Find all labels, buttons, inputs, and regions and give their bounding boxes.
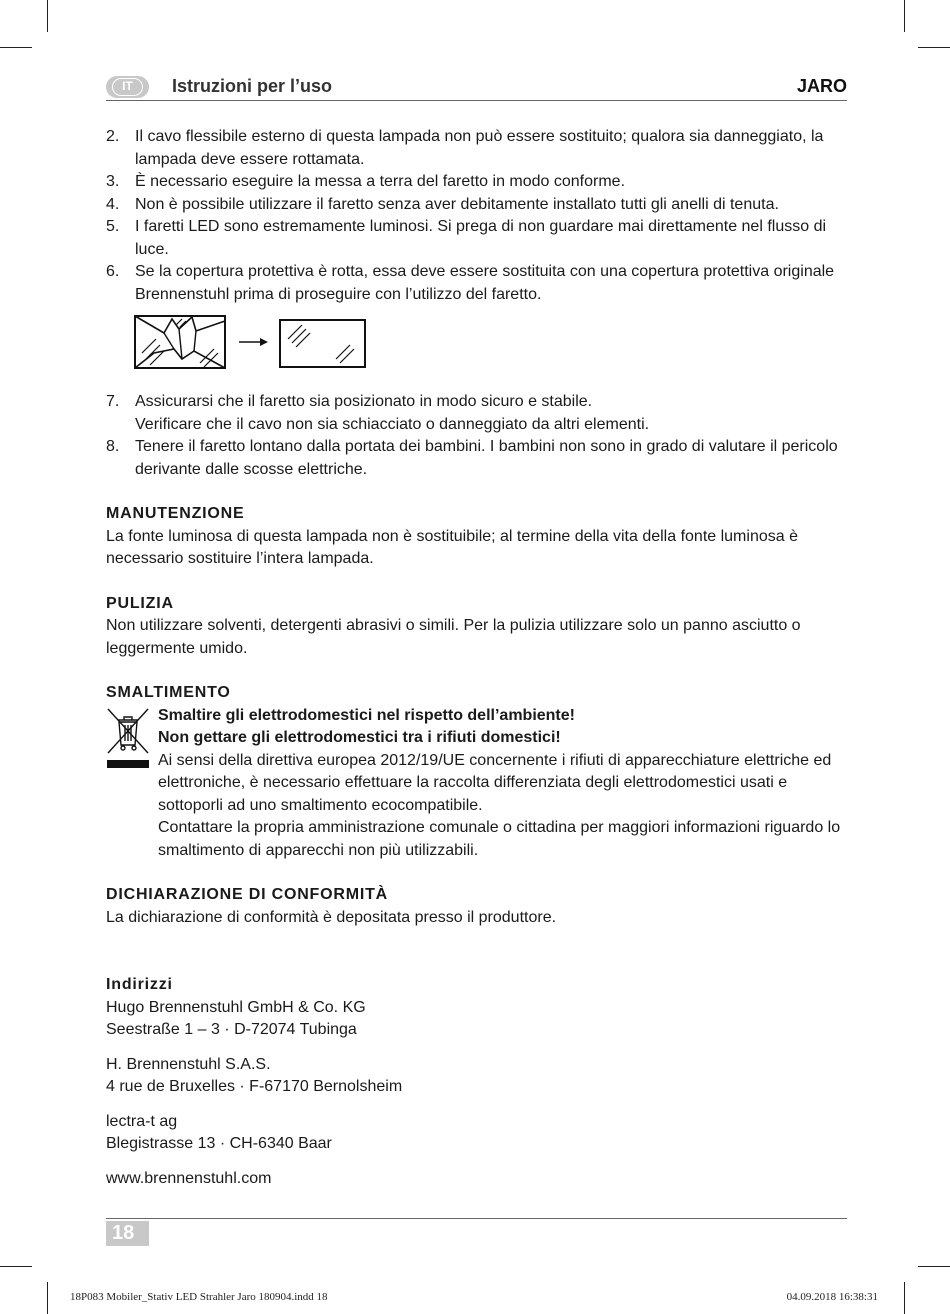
list-item [106, 391, 847, 436]
safety-list-continued [106, 391, 847, 481]
addresses-heading: Indirizzi [106, 976, 173, 993]
safety-list [106, 126, 847, 306]
glass-replacement-illustration [134, 315, 370, 373]
header-title: Istruzioni per l’uso [172, 76, 333, 96]
disposal-warning-2: Non gettare gli elettrodomestici tra i rifiuti domestici! [158, 729, 561, 746]
list-text: Tenere il faretto lontano dalla portata dei bambini. I bambini non sono in grado di valutare il pericolo derivante dalle scosse elettriche. [135, 438, 838, 478]
list-text: È necessario eseguire la messa a terra del faretto in modo conforme. [135, 173, 626, 190]
address-line: H. Brennenstuhl S.A.S. [106, 1055, 271, 1073]
crop-mark [0, 1266, 32, 1267]
page-content [106, 126, 847, 1190]
list-item [106, 194, 847, 217]
crop-mark [904, 0, 905, 32]
crop-mark [47, 1282, 48, 1314]
list-number: 3. [106, 173, 120, 190]
list-text: Non è possibile utilizzare il faretto senza aver debitamente installato tutti gli anelli di tenuta. [135, 195, 779, 213]
list-text: I faretti LED sono estremamente luminosi. Si prega di non guardare mai direttamente nel flusso di luce. [135, 218, 827, 258]
address-line: lectra-t ag [106, 1112, 178, 1130]
page-footer [106, 1218, 847, 1244]
list-item [106, 216, 847, 261]
list-item [106, 261, 847, 306]
intact-glass-icon [280, 320, 365, 367]
address-line: Blegistrasse 13 · CH-6340 Baar [106, 1135, 332, 1152]
list-text: Se la copertura protettiva è rotta, essa deve essere sostituita con una copertura protettiva originale Brennenstuhl prima di proseguire con l’utilizzo del faretto. [135, 263, 835, 303]
cleaning-heading: PULIZIA [106, 594, 174, 612]
crop-mark [918, 1266, 950, 1267]
list-item [106, 436, 847, 481]
list-item [106, 171, 847, 194]
conformity-heading: DICHIARAZIONE DI CONFORMITÀ [106, 886, 389, 903]
crop-mark [904, 1282, 905, 1314]
website-link[interactable]: www.brennenstuhl.com [106, 1169, 272, 1187]
broken-glass-icon [135, 316, 225, 368]
address-block [106, 1111, 847, 1156]
list-number: 5. [106, 218, 120, 235]
print-slug-datetime: 04.09.2018 16:38:31 [786, 1291, 878, 1303]
disposal-heading: SMALTIMENTO [106, 684, 231, 701]
disposal-section [106, 705, 847, 863]
glass-replacement-figure [106, 311, 847, 387]
list-item [106, 126, 847, 171]
list-number: 4. [106, 195, 120, 213]
maintenance-heading: MANUTENZIONE [106, 505, 245, 522]
crop-mark [0, 47, 32, 48]
address-line: 4 rue de Bruxelles · F-67170 Bernolsheim [106, 1078, 403, 1095]
maintenance-text: La fonte luminosa di questa lampada non è sostituibile; al termine della vita della fonte luminosa è necessario sostituire l’intera lampada. [106, 527, 798, 567]
address-line: Hugo Brennenstuhl GmbH & Co. KG [106, 998, 366, 1016]
list-text: Assicurarsi che il faretto sia posizionato in modo sicuro e stabile. [135, 393, 593, 410]
list-number: 8. [106, 438, 120, 455]
crop-mark [47, 0, 48, 32]
address-block [106, 997, 847, 1042]
disposal-contact-text: Contattare la propria amministrazione comunale o cittadina per maggiori informazioni riguardo lo smaltimento di apparecchi non più utilizzabili. [158, 819, 841, 859]
list-number: 7. [106, 393, 120, 410]
print-slug-file: 18P083 Mobiler_Stativ LED Strahler Jaro 180904.indd 18 [70, 1291, 328, 1303]
crop-mark [918, 47, 950, 48]
crossed-out-bin-icon [106, 707, 150, 771]
list-number: 6. [106, 263, 120, 280]
page-header [106, 74, 847, 101]
cleaning-text: Non utilizzare solventi, detergenti abrasivi o simili. Per la pulizia utilizzare solo un panno asciutto o leggermente umido. [106, 617, 801, 657]
conformity-text: La dichiarazione di conformità è depositata presso il produttore. [106, 908, 557, 926]
disposal-warning-1: Smaltire gli elettrodomestici nel rispetto dell’ambiente! [158, 706, 575, 724]
language-code: IT [112, 78, 143, 96]
list-text: Il cavo flessibile esterno di questa lampada non può essere sostituito; qualora sia danneggiato, la lampada deve essere rottamata. [135, 128, 824, 168]
language-badge [106, 76, 149, 98]
address-block [106, 1054, 847, 1099]
page-number: 18 [106, 1221, 149, 1246]
list-number: 2. [106, 128, 120, 145]
disposal-text: Ai sensi della direttiva europea 2012/19/UE concernente i rifiuti di apparecchiature elettriche ed elettroniche, è necessario effettuare la raccolta differenziata degli elettrodomestici usati e sottoporli ad uno smaltimento ecocompatibile. [158, 751, 832, 814]
product-name: JARO [796, 76, 847, 96]
list-text: Verificare che il cavo non sia schiacciato o danneggiato da altri elementi. [135, 415, 650, 433]
arrow-right-icon [239, 338, 268, 346]
address-line: Seestraße 1 – 3 · D-72074 Tubinga [106, 1021, 357, 1038]
